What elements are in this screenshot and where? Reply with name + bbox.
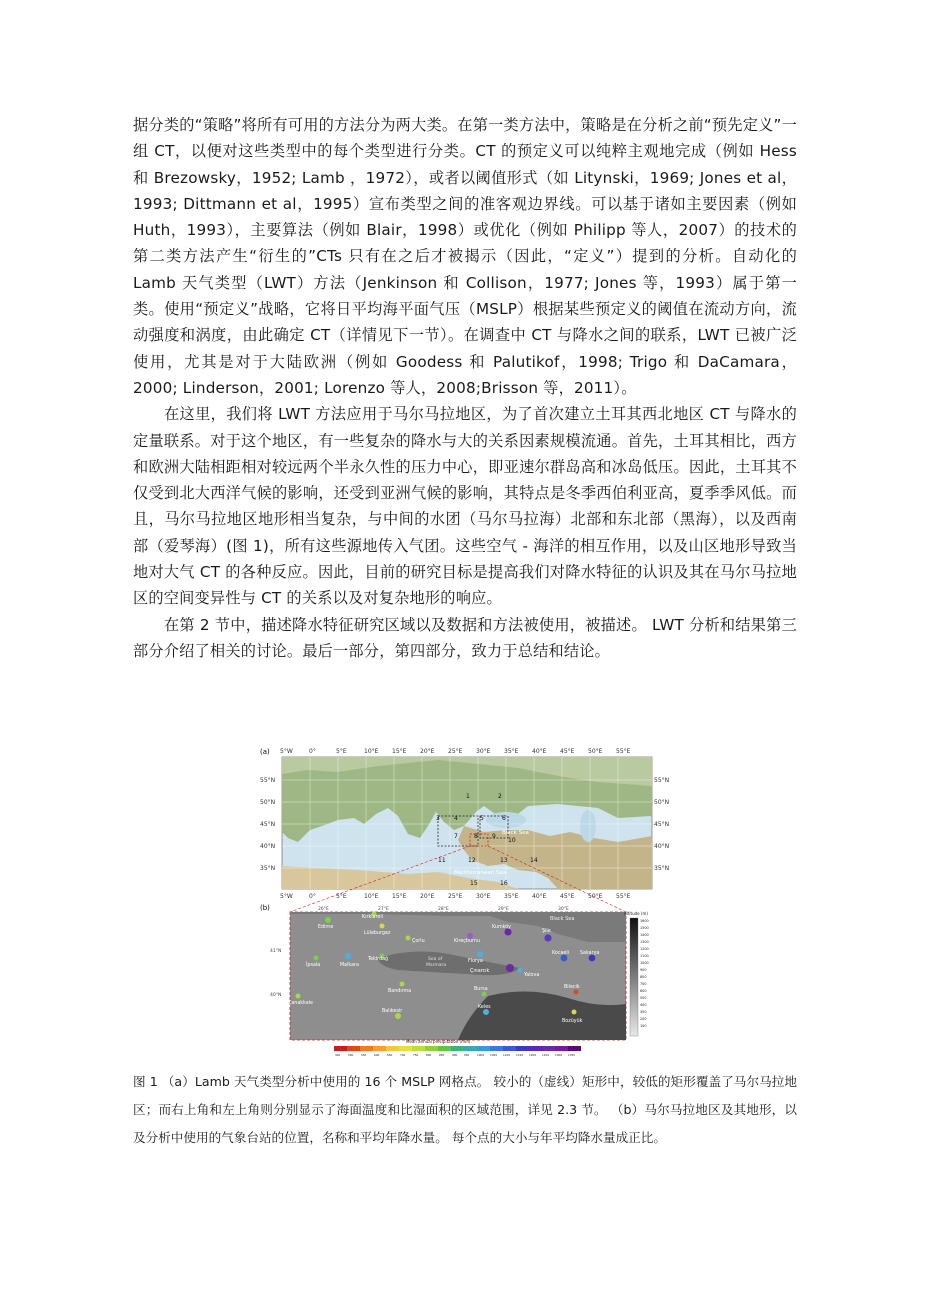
svg-text:30°E: 30°E: [476, 748, 491, 755]
svg-text:Keles: Keles: [478, 1005, 491, 1010]
station-dot: [314, 956, 319, 961]
svg-text:35°E: 35°E: [504, 748, 519, 755]
svg-text:55°N: 55°N: [260, 777, 276, 784]
station-dot: [477, 951, 483, 957]
svg-text:40°N: 40°N: [270, 993, 282, 998]
svg-text:29°E: 29°E: [498, 907, 509, 912]
svg-text:50°N: 50°N: [654, 799, 670, 806]
svg-text:1100: 1100: [640, 954, 649, 958]
svg-text:35°N: 35°N: [260, 865, 276, 872]
svg-text:0°: 0°: [309, 748, 316, 755]
figure-1: [258, 746, 670, 1058]
svg-text:13: 13: [500, 857, 508, 864]
svg-text:Lüleburgaz: Lüleburgaz: [364, 931, 391, 936]
svg-text:55°N: 55°N: [654, 777, 670, 784]
svg-text:450: 450: [335, 1053, 341, 1057]
svg-text:Kireçburnu: Kireçburnu: [454, 939, 480, 944]
svg-text:14: 14: [530, 857, 538, 864]
svg-text:20°E: 20°E: [420, 748, 435, 755]
svg-text:28°E: 28°E: [438, 907, 449, 912]
svg-text:1100: 1100: [503, 1053, 511, 1057]
svg-text:5°E: 5°E: [336, 748, 347, 755]
svg-text:Kocaeli: Kocaeli: [552, 951, 570, 956]
svg-text:200: 200: [640, 1017, 647, 1021]
panel-a-med-sea-label: Mediterranean Sea: [454, 870, 507, 876]
svg-text:1250: 1250: [542, 1053, 550, 1057]
svg-text:15°E: 15°E: [392, 748, 407, 755]
svg-text:600: 600: [374, 1053, 380, 1057]
svg-text:35°N: 35°N: [654, 865, 670, 872]
svg-text:45°N: 45°N: [654, 821, 670, 828]
svg-text:1350: 1350: [568, 1053, 576, 1057]
station-dot: [518, 968, 523, 973]
svg-text:100: 100: [640, 1024, 647, 1028]
svg-text:16: 16: [500, 880, 508, 887]
station-dot: [296, 994, 301, 999]
svg-text:1000: 1000: [477, 1053, 485, 1057]
svg-text:Çorlu: Çorlu: [412, 939, 425, 944]
svg-text:1150: 1150: [516, 1053, 524, 1057]
panel-b-label: (b): [260, 904, 270, 912]
svg-text:45°E: 45°E: [560, 893, 575, 900]
svg-text:900: 900: [452, 1053, 458, 1057]
svg-text:10°E: 10°E: [364, 748, 379, 755]
svg-text:30°E: 30°E: [476, 893, 491, 900]
svg-text:8: 8: [474, 833, 478, 840]
svg-text:4: 4: [454, 815, 458, 822]
svg-text:900: 900: [640, 968, 647, 972]
svg-text:5: 5: [480, 815, 484, 822]
svg-text:1500: 1500: [640, 926, 649, 930]
svg-text:30°E: 30°E: [558, 907, 569, 912]
svg-text:27°E: 27°E: [378, 907, 389, 912]
svg-text:9: 9: [492, 833, 496, 840]
panel-b-black-sea-label: Black Sea: [550, 916, 575, 922]
svg-text:500: 500: [640, 996, 647, 1000]
svg-text:10°E: 10°E: [364, 893, 379, 900]
svg-text:10: 10: [508, 837, 516, 844]
svg-text:1050: 1050: [490, 1053, 498, 1057]
svg-text:800: 800: [426, 1053, 432, 1057]
svg-text:550: 550: [361, 1053, 367, 1057]
svg-text:Bursa: Bursa: [474, 987, 488, 992]
svg-text:20°E: 20°E: [420, 893, 435, 900]
panel-a-black-sea-label: Black Sea: [502, 830, 529, 836]
svg-text:1: 1: [466, 793, 470, 800]
svg-text:300: 300: [640, 1010, 647, 1014]
paragraph-2: 在这里，我们将 LWT 方法应用于马尔马拉地区，为了首次建立土耳其西北地区 CT 与降水的定量联系。对于这个地区，有一些复杂的降水与大的关系因素规模流通。首先，土耳其相比，西方和欧洲大陆相距相对较远两个半永久性的压力中心，即亚速尔群岛高和冰岛低压。因此，土耳其不仅受到北大西洋气候的影响，还受到亚洲气候的影响，其特点是冬季西伯利亚高，夏季季风低。而且，马尔马拉地区地形相当复杂，与中间的水团（马尔马拉海）北部和东北部（黑海），以及西南部（爱琴海）(图 1)，所有这些源地传入气团。这些空气 - 海洋的相互作用，以及山区地形导致当地对大气 CT 的各种反应。因此，目前的研究目标是提高我们对降水特征的认识及其在马尔马拉地区的空间变异性与 CT 的关系以及对复杂地形的响应。: [133, 405, 797, 608]
svg-text:850: 850: [439, 1053, 445, 1057]
station-dot: [506, 964, 514, 972]
svg-text:50°E: 50°E: [588, 748, 603, 755]
svg-text:35°E: 35°E: [504, 893, 519, 900]
svg-text:Balıkesir: Balıkesir: [382, 1009, 403, 1014]
svg-text:6: 6: [502, 815, 506, 822]
svg-text:600: 600: [640, 989, 647, 993]
svg-text:1000: 1000: [640, 961, 649, 965]
svg-text:1600: 1600: [640, 919, 649, 923]
svg-text:40°N: 40°N: [260, 843, 276, 850]
svg-text:500: 500: [348, 1053, 354, 1057]
svg-text:5°W: 5°W: [280, 893, 293, 900]
svg-text:2: 2: [498, 793, 502, 800]
station-dot: [572, 1010, 577, 1015]
panel-a-lon-labels-top: [280, 748, 631, 755]
svg-text:Sakarya: Sakarya: [580, 951, 600, 956]
svg-text:İpsala: İpsala: [306, 963, 321, 968]
svg-text:45°E: 45°E: [560, 748, 575, 755]
station-dot: [574, 990, 579, 995]
svg-text:800: 800: [640, 975, 647, 979]
station-dot: [325, 917, 331, 923]
svg-text:26°E: 26°E: [318, 907, 329, 912]
svg-text:Çanakkale: Çanakkale: [288, 1001, 313, 1006]
svg-text:Bilecik: Bilecik: [564, 985, 580, 990]
svg-text:650: 650: [387, 1053, 393, 1057]
svg-text:1300: 1300: [555, 1053, 563, 1057]
svg-text:700: 700: [640, 982, 647, 986]
svg-text:25°E: 25°E: [448, 748, 463, 755]
svg-text:1300: 1300: [640, 940, 649, 944]
svg-text:40°E: 40°E: [532, 893, 547, 900]
station-dot: [482, 992, 487, 997]
svg-text:41°N: 41°N: [270, 949, 282, 954]
svg-text:5°E: 5°E: [336, 893, 347, 900]
svg-text:15: 15: [470, 880, 478, 887]
figure-1-graphic: [258, 746, 670, 1058]
paragraph-3: 在第 2 节中，描述降水特征研究区域以及数据和方法被使用，被描述。 LWT 分析和结果第三部分介绍了相关的讨论。最后一部分，第四部分，致力于总结和结论。: [133, 615, 797, 660]
svg-text:1400: 1400: [640, 933, 649, 937]
svg-text:45°N: 45°N: [260, 821, 276, 828]
station-dot: [380, 924, 385, 929]
svg-text:Şile: Şile: [542, 929, 551, 934]
svg-text:Bandırma: Bandırma: [388, 989, 412, 994]
figure-caption: 图 1 （a）Lamb 天气类型分析中使用的 16 个 MSLP 网格点。 较小的（虚线）矩形中，较低的矩形覆盖了马尔马拉地区；而右上角和左上角则分别显示了海面温度和比湿面积的区域范围，详见 2.3 节。 （b）马尔马拉地区及其地形，以及分析中使用的气象台站的位置，名称和平均年降水量。 每个点的大小与年平均降水量成正比。: [133, 1074, 797, 1145]
svg-text:Florya: Florya: [468, 959, 483, 964]
svg-text:Yalova: Yalova: [524, 973, 540, 978]
precip-legend-ticks: [335, 1053, 575, 1057]
altitude-legend-ticks: [640, 919, 649, 1028]
svg-text:3: 3: [436, 815, 440, 822]
svg-text:12: 12: [468, 857, 476, 864]
svg-text:40°N: 40°N: [654, 843, 670, 850]
station-dot: [400, 982, 405, 987]
svg-text:1200: 1200: [529, 1053, 537, 1057]
svg-text:Edirne: Edirne: [318, 925, 334, 930]
paragraph-1: 据分类的“策略”将所有可用的方法分为两大类。在第一类方法中，策略是在分析之前“预先定义”一组 CT，以便对这些类型中的每个类型进行分类。CT 的预定义可以纯粹主观地完成（例如 Hess 和 Brezowsky，1952; Lamb ，1972），或者以阈值形式（如 Litynski，1969; Jones et al，1993; Dittmann et al，1995）宣布类型之间的准客观边界线。可以基于诸如主要因素（例如 Huth，1993），主要算法（例如 Blair，1998）或优化（例如 Philipp 等人，2007）的技术的第二类方法产生“衍生的”CTs 只有在之后才被揭示（因此，“定义”）提到的分析。自动化的 Lamb 天气类型（LWT）方法（Jenkinson 和 Collison，1977; Jones 等，1993）属于第一类。使用“预定义”战略，它将日平均海平面气压（MSLP）根据某些预定义的阈值在流动方向，流动强度和涡度，由此确定 CT（详情见下一节）。在调查中 CT 与降水之间的联系，LWT 已被广泛使用，尤其是对于大陆欧洲（例如 Goodess 和 Palutikof，1998; Trigo 和 DaCamara，2000; Linderson，2001; Lorenzo 等人，2008;Brisson 等，2011）。: [133, 116, 797, 397]
panel-b-top-ticks: [318, 906, 569, 912]
svg-text:25°E: 25°E: [448, 893, 463, 900]
svg-text:Kırklareli: Kırklareli: [362, 915, 383, 920]
svg-text:7: 7: [454, 833, 458, 840]
svg-text:40°E: 40°E: [532, 748, 547, 755]
panel-a-label: (a): [260, 748, 270, 756]
station-dot: [544, 934, 551, 941]
svg-text:Malkara: Malkara: [340, 963, 359, 968]
svg-text:950: 950: [464, 1053, 470, 1057]
svg-text:Çınarcık: Çınarcık: [470, 969, 490, 974]
svg-text:Tekirdağ: Tekirdağ: [368, 957, 389, 962]
svg-text:0°: 0°: [309, 893, 316, 900]
svg-text:Bozüyük: Bozüyük: [562, 1019, 583, 1024]
svg-text:50°E: 50°E: [588, 893, 603, 900]
panel-b-marmara-label-2: Marmara: [426, 963, 447, 968]
svg-text:1200: 1200: [640, 947, 649, 951]
svg-text:11: 11: [438, 857, 446, 864]
svg-text:55°E: 55°E: [616, 748, 631, 755]
altitude-legend-title: Altitude (m): [624, 911, 648, 916]
svg-text:700: 700: [400, 1053, 406, 1057]
svg-text:5°W: 5°W: [280, 748, 293, 755]
altitude-legend-bar: [630, 918, 638, 1036]
svg-text:55°E: 55°E: [616, 893, 631, 900]
body-text: [133, 112, 797, 664]
svg-text:750: 750: [413, 1053, 419, 1057]
svg-text:50°N: 50°N: [260, 799, 276, 806]
svg-text:Kumköy: Kumköy: [492, 925, 511, 930]
panel-b-left-ticks: [270, 948, 281, 998]
station-dot: [406, 936, 411, 941]
panel-a-caspian-sea: [580, 810, 596, 842]
svg-text:400: 400: [640, 1003, 647, 1007]
panel-b-marmara-label: Sea of: [428, 957, 443, 962]
station-dot: [345, 953, 351, 959]
precip-legend-title: Mean annual precipitation (mm): [406, 1039, 471, 1044]
precip-legend-bar: [334, 1046, 581, 1051]
svg-text:15°E: 15°E: [392, 893, 407, 900]
